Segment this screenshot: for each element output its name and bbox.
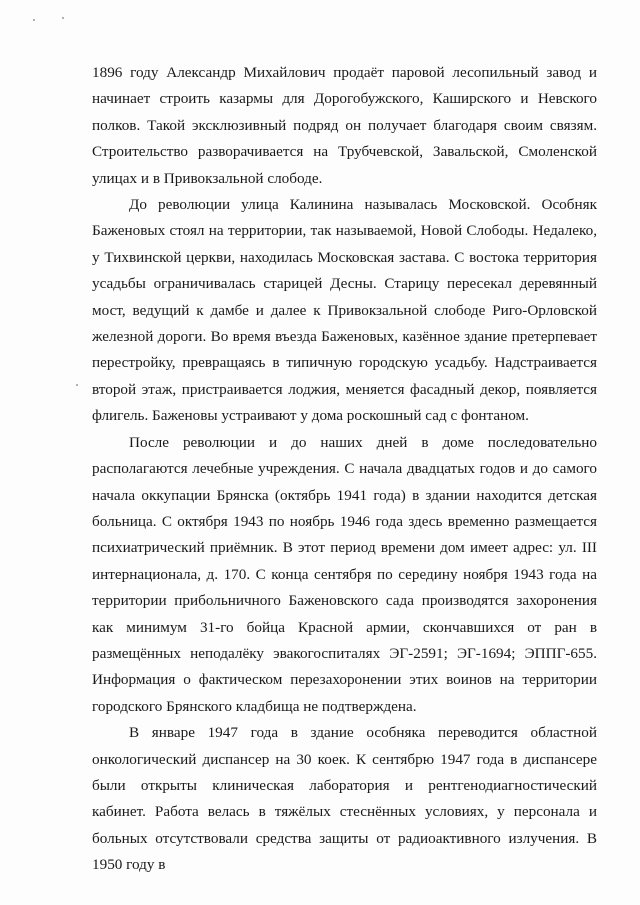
paragraph-4: В январе 1947 года в здание особняка переводится областной онкологический диспансер на 30 коек. К сентябрю 1947 года в диспансере были открыты клиническая лаборатория и рентгенодиагностический кабинет. Работа велась в тяжёлых стеснённых условиях, у персонала и больных отсутствовали средства защиты от радиоактивного излучения. В 1950 году в	[92, 724, 597, 874]
scan-speck	[62, 17, 64, 19]
paragraph-1: 1896 году Александр Михайлович продаёт паровой лесопильный завод и начинает строить казармы для Дорогобужского, Каширского и Невского полков. Такой эксклюзивный подряд он получает благодаря своим связям. Строительство разворачивается на Трубчевской, Завальской, Смоленской улицах и в Привокзальной слободе.	[92, 64, 597, 187]
paragraph-3: После революции и до наших дней в доме последовательно располагаются лечебные учреждения. С начала двадцатых годов и до самого начала оккупации Брянска (октябрь 1941 года) в здании находится детская больница. С октября 1943 по ноябрь 1946 года здесь временно размещается психиатрический приёмник. В этот период времени дом имеет адрес: ул. III интернационала, д. 170. С конца сентября по середину ноября 1943 года на территории прибольничного Баженовского сада производятся захоронения как минимум 31-го бойца Красной армии, скончавшихся от ран в размещённых неподалёку эвакогоспиталях ЭГ-2591; ЭГ-1694; ЭППГ-655. Информация о фактическом перезахоронении этих воинов на территории городского Брянского кладбища не подтверждена.	[92, 433, 597, 715]
paragraph-2: До революции улица Калинина называлась Московской. Особняк Баженовых стоял на территории, так называемой, Новой Слободы. Недалеко, у Тихвинской церкви, находилась Московская застава. С востока территория усадьбы ограничивалась старицей Десны. Старицу пересекал деревянный мост, ведущий к дамбе и далее к Привокзальной слободе Риго-Орловской железной дороги. Во время въезда Баженовых, казённое здание претерпевает перестройку, превращаясь в типичную городскую усадьбу. Надстраивается второй этаж, пристраивается лоджия, меняется фасадный декор, появляется флигель. Баженовы устраивают у дома роскошный сад с фонтаном.	[92, 196, 597, 425]
document-body	[92, 60, 597, 879]
scan-speck	[33, 19, 35, 21]
scan-speck	[76, 384, 78, 386]
